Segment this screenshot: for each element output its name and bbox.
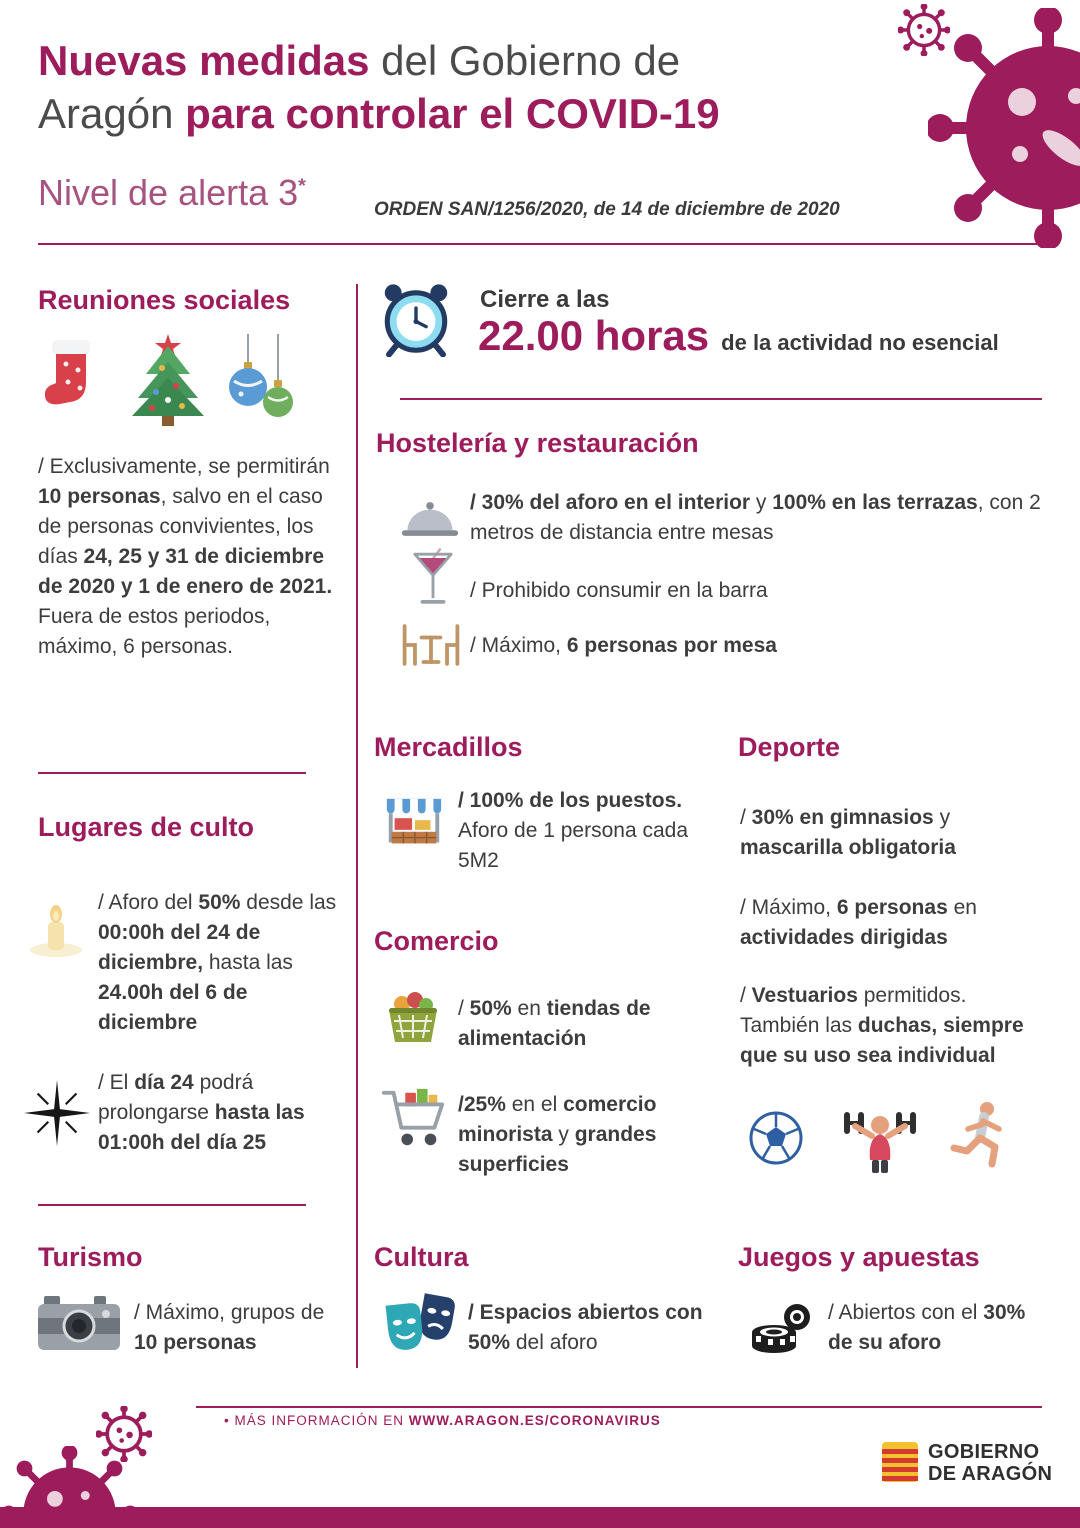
footer-info-text: MÁS INFORMACIÓN EN [234,1413,409,1428]
section-title-reuniones: Reuniones sociales [38,285,291,315]
column-divider [356,284,358,1368]
shopping-cart-icon [380,1086,448,1152]
order-reference: ORDEN SAN/1256/2020, de 14 de diciembre de 2020 [374,199,840,220]
cierre-tail: de la actividad no esencial [721,330,999,355]
cierre-lead: Cierre a las [480,286,610,313]
footer-divider [196,1406,1042,1408]
weightlifter-icon [842,1098,918,1174]
alert-level: Nivel de alerta 3* [38,172,306,213]
footer-info [224,1413,661,1428]
culto-item-2: / El día 24 podrá prolongarse hasta las 01:00h del día 25 [98,1071,305,1154]
section-title-juegos: Juegos y apuestas [738,1242,980,1272]
turismo-text: / Máximo, grupos de 10 personas [134,1301,325,1354]
deporte-item-2: / Máximo, 6 personas en actividades dirigidas [740,896,977,949]
gov-line-1: GOBIERNO [928,1441,1040,1463]
section-title-culto: Lugares de culto [38,812,255,842]
cultura-text: / Espacios abiertos con 50% del aforo [468,1301,703,1354]
left-divider-2 [38,1204,306,1206]
aragon-flag-icon [880,1440,920,1484]
candle-icon [24,900,88,964]
cocktail-glass-icon [412,546,454,610]
mercadillos-text: / 100% de los puestos. Aforo de 1 persona cada 5M2 [458,789,688,872]
christmas-tree-icon [126,330,210,430]
soccer-ball-icon [748,1110,804,1166]
grocery-basket-icon [382,988,444,1046]
market-stall-icon [382,792,446,858]
hosteleria-item-3: / Máximo, 6 personas por mesa [470,634,777,657]
section-title-deporte: Deporte [738,732,841,762]
juegos-text: / Abiertos con el 30% de su aforo [828,1301,1026,1354]
star-sparkle-icon [22,1078,92,1148]
section-title-comercio: Comercio [374,926,499,956]
page-title [38,34,720,140]
cierre-time: 22.00 horas [478,312,710,359]
poker-chips-icon [748,1292,812,1356]
hosteleria-item-1: / 30% del aforo en el interior y 100% en las terrazas, con 2 metros de distancia entre mesas [470,491,1041,544]
section-title-hosteleria: Hostelería y restauración [376,428,699,458]
section-title-mercadillos: Mercadillos [374,732,523,762]
bottom-bar [0,1507,1080,1528]
deporte-item-1: / 30% en gimnasios y mascarilla obligatoria [740,806,956,859]
theater-masks-icon [378,1292,462,1358]
alarm-clock-icon [378,281,454,357]
christmas-stocking-icon [40,338,102,422]
title-line-1: Nuevas medidas del Gobierno de [38,37,681,84]
comercio-item-1: / 50% en tiendas de alimentación [458,997,651,1050]
header-divider [38,243,1042,245]
christmas-baubles-icon [228,334,298,434]
camera-icon [36,1292,122,1354]
gov-line-2: DE ARAGÓN [928,1463,1053,1485]
deporte-item-3: / Vestuarios permitidos. También las duchas, siempre que su uso sea individual [740,984,1024,1067]
footer-url-link[interactable]: WWW.ARAGON.ES/CORONAVIRUS [408,1413,661,1428]
reuniones-text: / Exclusivamente, se permitirán 10 personas, salvo en el caso de personas convivientes, los días 24, 25 y 31 de diciembre de 2020 y 1 de enero de 2021. Fuera de estos periodos, máximo, 6 personas. [38,455,333,658]
footer-bullet: • [224,1413,230,1428]
culto-item-1: / Aforo del 50% desde las 00:00h del 24 de diciembre, hasta las 24.00h del 6 de diciembre [98,891,337,1034]
virus-icon [928,8,1080,248]
hosteleria-item-2: / Prohibido consumir en la barra [470,579,768,602]
comercio-item-2: /25% en el comercio minorista y grandes superficies [458,1093,657,1176]
runner-icon [950,1100,1014,1172]
right-divider [400,398,1042,400]
gobierno-aragon-logo [928,1441,1052,1485]
title-line-2: Aragón para controlar el COVID-19 [38,90,720,137]
table-and-chairs-icon [398,622,464,668]
left-divider-1 [38,772,306,774]
section-title-cultura: Cultura [374,1242,469,1272]
serving-dish-icon [400,494,460,542]
cierre-time-row [478,312,999,360]
section-title-turismo: Turismo [38,1242,143,1272]
